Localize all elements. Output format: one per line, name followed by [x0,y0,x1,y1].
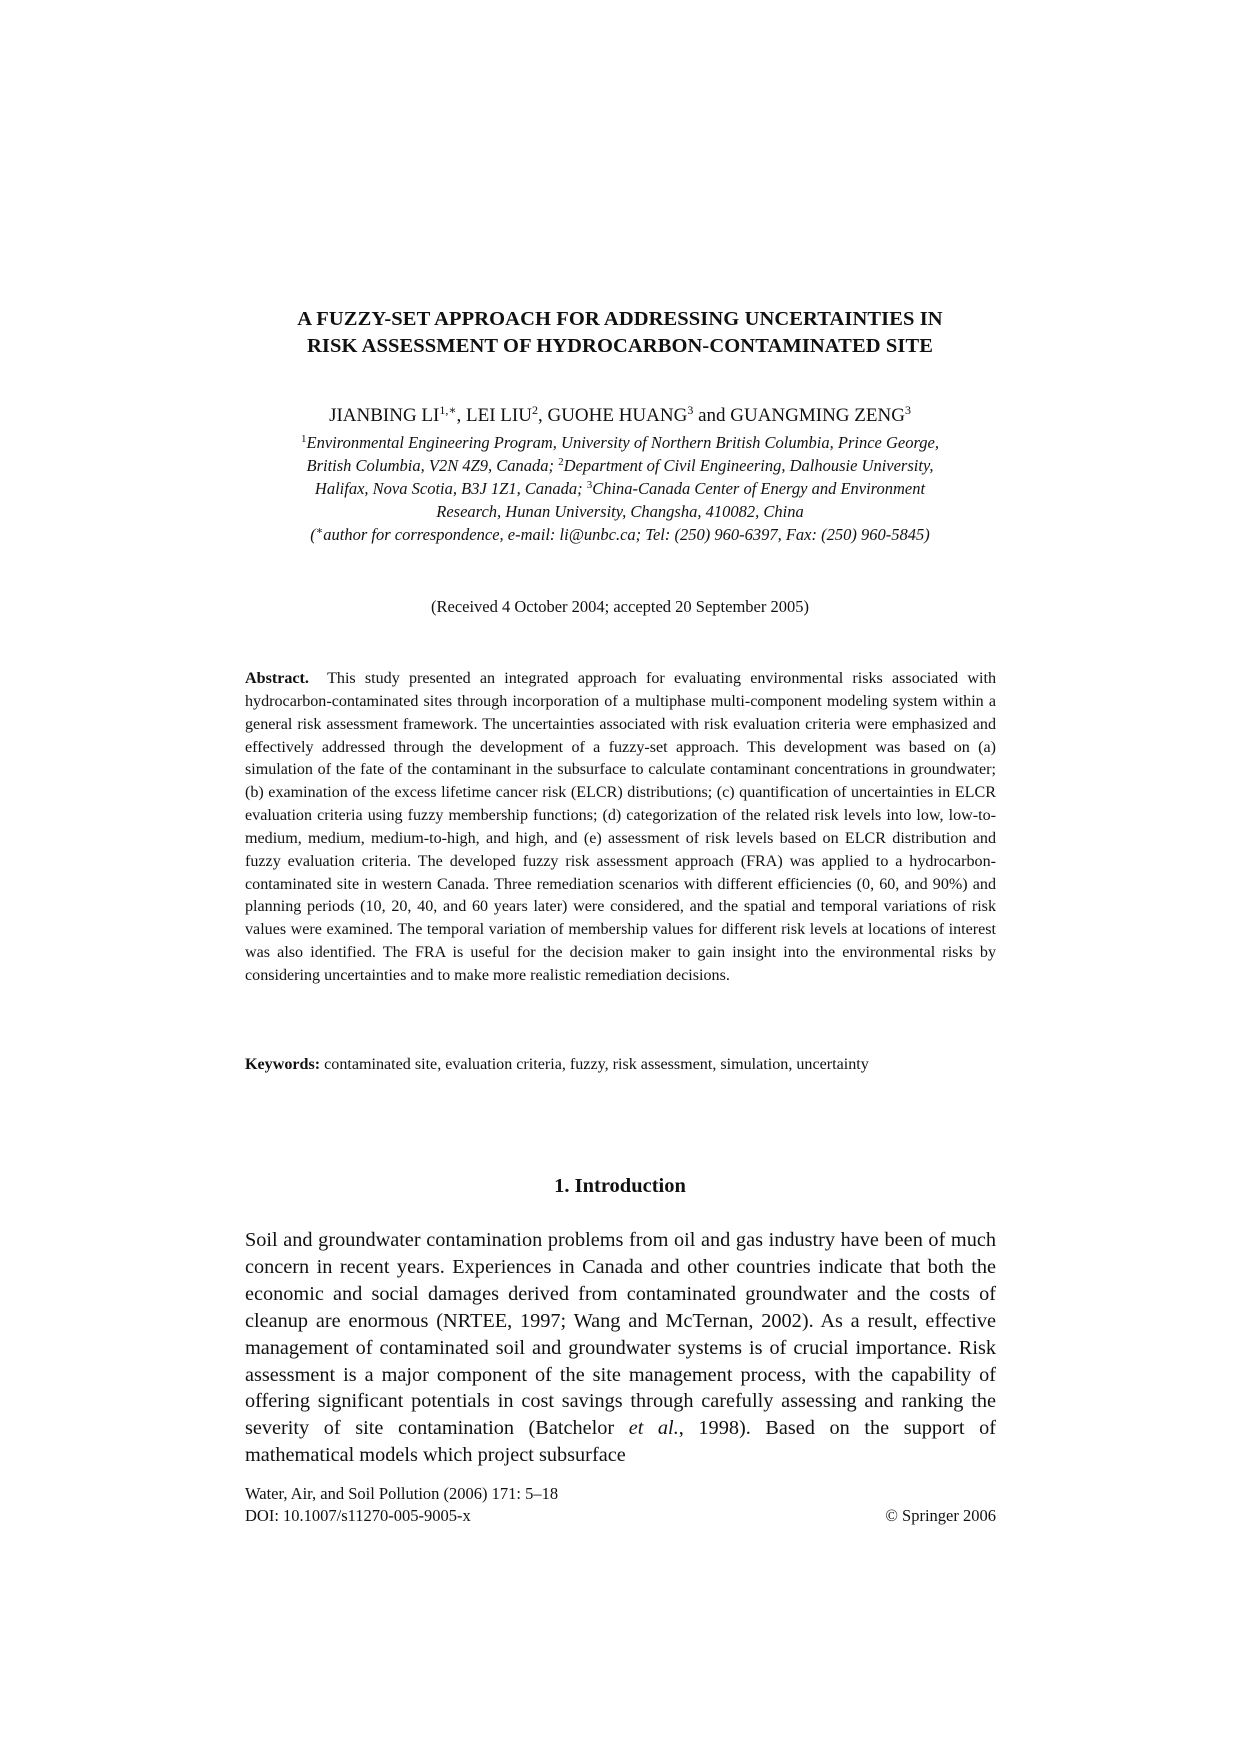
footer-doi: DOI: 10.1007/s11270-005-9005-x [245,1506,471,1525]
corr-open: ( [310,525,316,544]
received-dates: (Received 4 October 2004; accepted 20 September 2005) [431,597,809,616]
title-line-2: RISK ASSESSMENT OF HYDROCARBON-CONTAMINATED SITE [307,335,933,357]
affil-2a-text: British Columbia, V2N 4Z9, Canada; [306,456,559,475]
author-list [200,404,1040,428]
corr-text: author for correspondence, e-mail: li@unbc.ca; Tel: (250) 960-6397, Fax: (250) 960-5845) [323,525,930,544]
footer-citation [245,1483,558,1527]
affiliation-line-1 [200,431,1040,454]
paper-title [200,306,1040,360]
affil-1-text: Environmental Engineering Program, University of Northern British Columbia, Prince George, [306,433,939,452]
keywords-label: Keywords: [245,1056,321,1073]
affiliation-line-3 [200,477,1040,500]
footer-copyright: © Springer 2006 [885,1506,996,1525]
abstract-label: Abstract. [245,670,309,687]
author-4: and GUANGMING ZENG [693,405,905,426]
affiliation-line-2 [200,454,1040,477]
affil-3a-text: Halifax, Nova Scotia, B3J 1Z1, Canada; [314,479,587,498]
author-3: , GUOHE HUANG [537,405,688,426]
introduction-paragraph [245,1227,996,1469]
title-line-1: A FUZZY-SET APPROACH FOR ADDRESSING UNCERTAINTIES IN [297,308,943,330]
affiliations [200,431,1040,546]
correspondence-line [200,523,1040,546]
affil-3-mark: 3 [586,479,593,491]
abstract-text: This study presented an integrated approach for evaluating environmental risks associated with hydrocarbon-contaminated sites through incorporation of a multiphase multi-component modeling system within a general risk assessment framework. The uncertainties associated with risk evaluation criteria were emphasized and effectively addressed through the development of a fuzzy-set approach. This development was based on (a) simulation of the fate of the contaminant in the subsurface to calculate contaminant concentrations in groundwater; (b) examination of the excess lifetime cancer risk (ELCR) distributions; (c) quantification of uncertainties in ELCR evaluation criteria using fuzzy membership functions; (d) categorization of the related risk levels into low, low-to-medium, medium, medium-to-high, and high, and (e) assessment of risk levels based on ELCR distribution and fuzzy evaluation criteria. The developed fuzzy risk assessment approach (FRA) was applied to a hydrocarbon-contaminated site in western Canada. Three remediation scenarios with different efficiencies (0, 60, and 90%) and planning periods (10, 20, 40, and 60 years later) were considered, and the spatial and temporal variations of risk values were examined. The temporal variation of membership values for different risk levels at locations of interest was also identified. The FRA is useful for the decision maker to gain insight into the environmental risks by considering uncertainties and to make more realistic remediation decisions. [245,670,996,984]
author-4-mark: 3 [904,403,911,417]
author-1-mark: 1,∗ [439,403,457,417]
intro-text-part-1: Soil and groundwater contamination problems from oil and gas industry have been of much concern in recent years. Experiences in Canada and other countries indicate that both the economic and social damages derived from contaminated groundwater and the costs of cleanup are enormous (NRTEE, 1997; Wang and McTernan, 2002). As a result, effective management of contaminated soil and groundwater systems is of crucial importance. Risk assessment is a major component of the site management process, with the capability of offering significant potentials in cost savings through carefully assessing and ranking the severity of site contamination (Batchelor [245,1229,996,1440]
author-2-mark: 2 [531,403,538,417]
keywords-text: contaminated site, evaluation criteria, fuzzy, risk assessment, simulation, uncertainty [324,1056,869,1073]
footer-journal: Water, Air, and Soil Pollution (2006) 171: 5–18 [245,1484,559,1503]
author-3-mark: 3 [687,403,694,417]
intro-text-part-2: , 1998). Based on the support of mathematical models which project subsurface [245,1417,996,1467]
affil-3b-text: China-Canada Center of Energy and Environment [592,479,926,498]
affil-1-mark: 1 [301,433,307,445]
affiliation-line-4: Research, Hunan University, Changsha, 410082, China [436,502,804,521]
affil-2b-text: Department of Civil Engineering, Dalhousie University, [563,456,934,475]
author-1: JIANBING LI [329,405,440,426]
corr-mark: ∗ [315,525,324,537]
abstract [245,668,996,988]
intro-et-al: et al. [628,1417,679,1440]
keywords [245,1054,996,1076]
section-heading-introduction: 1. Introduction [554,1175,686,1197]
author-2: , LEI LIU [456,405,532,426]
affil-2-mark: 2 [558,456,564,468]
